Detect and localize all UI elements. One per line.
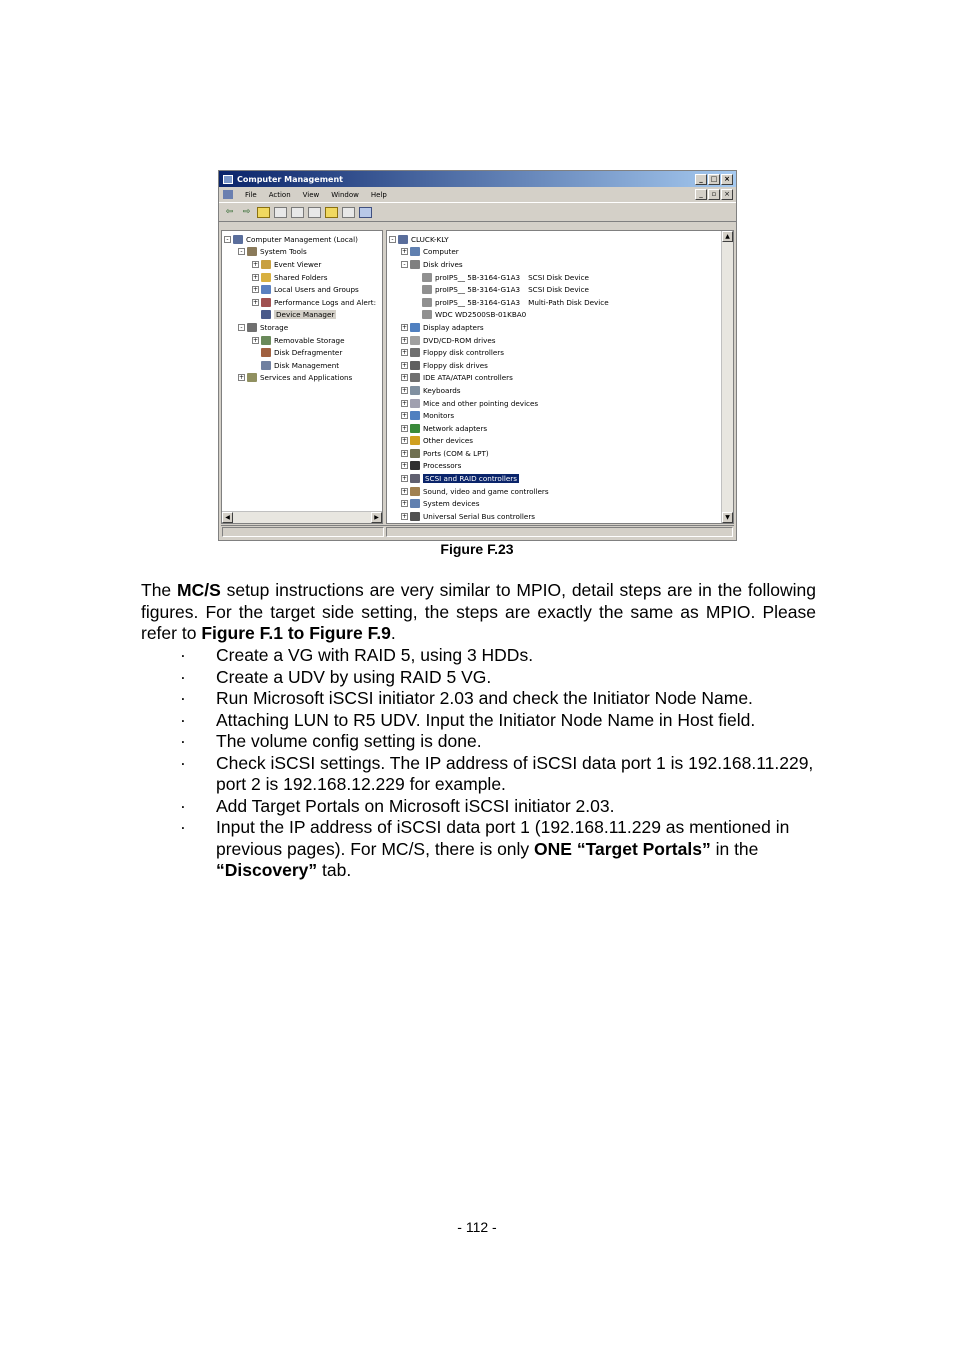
tree-item[interactable] [224,283,382,296]
menu-view[interactable]: View [302,190,320,199]
tree-item-label: Floppy disk controllers [423,348,504,358]
bullet-icon: · [180,817,186,837]
step-bold-target-portals: ONE “Target Portals” [534,838,711,859]
figure-caption: Figure F.23 [440,541,514,557]
tree-item-label: WDC WD2500SB-01KBA0 [435,310,527,320]
controller-icon [410,348,420,357]
tree-item-label: System devices [423,499,480,509]
bullet-icon: · [180,731,186,751]
tree-item[interactable] [389,409,733,422]
tree-item-label: Disk Management [274,360,340,370]
tree-item-label: Computer [423,247,459,257]
child-minimize-button[interactable]: _ [695,189,707,200]
tree-item[interactable] [389,485,733,498]
properties-icon[interactable] [291,207,304,218]
expand-icon[interactable]: + [402,386,408,394]
tree-item-label: Monitors [423,411,455,421]
console-tree-pane [221,230,383,524]
disk-management-icon [261,361,271,370]
list-item [141,753,821,796]
network-icon [410,424,420,433]
bullet-icon: · [180,709,186,730]
tree-item-label: Performance Logs and Alert: [274,297,377,307]
expand-icon[interactable]: + [402,323,408,331]
collapse-icon[interactable]: - [224,236,231,243]
tree-item[interactable] [224,309,382,322]
menu-action[interactable]: Action [268,190,291,199]
minimize-button[interactable]: _ [695,174,707,185]
menu-window[interactable]: Window [331,190,359,199]
tree-item-description: SCSI Disk Device [528,272,589,282]
collapse-icon[interactable]: - [401,261,408,268]
tree-item-label: Disk drives [423,259,463,269]
tree-item-label: Local Users and Groups [274,285,359,295]
expand-icon[interactable]: + [402,475,408,483]
maximize-button[interactable]: □ [708,174,720,185]
tree-item-label: Event Viewer [274,259,322,269]
print-icon[interactable] [308,207,321,218]
tree-item[interactable] [389,271,733,284]
steps-list [141,645,821,882]
tree-item[interactable] [224,296,382,309]
tree-item[interactable] [224,271,382,284]
tree-item-label: Computer Management (Local) [246,234,358,244]
monitor-icon [410,411,420,420]
tree-item[interactable] [224,359,382,372]
step-text: Input the IP address of iSCSI data port 1 (192.168.11.229 as mentioned in previous pages). For MC/S, there is only [216,817,790,859]
tree-item-label: Services and Applications [260,373,353,383]
step-text: Run Microsoft iSCSI initiator 2.03 and check the Initiator Node Name. [216,688,753,708]
tree-item[interactable] [224,246,382,259]
tree-item-label: Shared Folders [274,272,328,282]
floppy-icon [410,361,420,370]
expand-icon[interactable]: + [253,336,259,344]
help-icon[interactable] [325,207,338,218]
bullet-icon: · [180,666,186,687]
child-close-button[interactable]: × [721,189,733,200]
computer-icon [398,235,408,244]
child-restore-button[interactable]: ▫ [708,189,720,200]
collapse-icon[interactable]: - [238,324,245,331]
bullet-icon: · [180,688,186,708]
tree-item[interactable] [389,283,733,296]
bullet-icon: · [180,752,186,773]
para-text: The [141,580,177,600]
expand-icon[interactable]: + [402,512,408,520]
keyboard-icon [410,386,420,395]
step-text: The volume config setting is done. [216,731,482,751]
removable-storage-icon [261,336,271,345]
tree-item-label: SCSI and RAID controllers [425,474,517,484]
expand-icon[interactable]: + [402,248,408,256]
close-button[interactable]: × [721,174,733,185]
tree-item[interactable] [389,233,733,246]
tree-item[interactable] [389,321,733,334]
tree-item[interactable] [389,510,733,523]
list-item [141,645,821,667]
scroll-down-arrow-icon[interactable]: ▼ [722,512,733,523]
tree-item[interactable] [389,397,733,410]
performance-icon [261,298,271,307]
tree-item[interactable] [389,460,733,473]
tree-item-label: Processors [423,461,462,471]
tree-item[interactable] [389,435,733,448]
disk-icon [422,310,432,319]
services-icon [247,373,257,382]
step-text: Create a UDV by using RAID 5 VG. [216,666,492,687]
tree-item-label: Disk Defragmenter [274,348,343,358]
tree-item[interactable] [224,233,382,246]
event-viewer-icon [261,260,271,269]
tree-item[interactable] [389,472,733,485]
tree-item-label: Keyboards [423,385,461,395]
expand-icon[interactable]: + [402,500,408,508]
tree-item[interactable] [389,246,733,259]
display-icon [410,323,420,332]
menu-help[interactable]: Help [370,190,387,199]
tree-item-label: Mice and other pointing devices [423,398,539,408]
view-icon[interactable] [342,207,355,218]
expand-icon[interactable]: + [402,374,408,382]
back-arrow-icon[interactable]: ⇦ [225,206,234,217]
show-hide-tree-icon[interactable] [274,207,287,218]
step-text: tab. [317,860,352,880]
tree-item-label: DVD/CD-ROM drives [423,335,496,345]
expand-icon[interactable]: + [402,361,408,369]
system-devices-icon [410,499,420,508]
tree-item-label: proIPS__ 5B-3164-G1A3 [435,297,521,307]
controller-icon [410,373,420,382]
step-text: Attaching LUN to R5 UDV. Input the Initiator Node Name in Host field. [216,709,756,730]
tree-item-label: CLUCK-KLY [411,234,449,244]
disk-drive-icon [410,260,420,269]
step-text: in the [710,838,759,859]
up-folder-icon[interactable] [257,207,270,218]
window-title: Computer Management [237,174,343,184]
tree-item-label: Other devices [423,436,474,446]
disk-icon [422,285,432,294]
bullet-icon: · [180,795,186,816]
tools-icon [247,247,257,256]
expand-icon[interactable]: + [402,412,408,420]
expand-icon[interactable]: + [402,437,408,445]
expand-icon[interactable]: + [402,424,408,432]
para-bold-mcs: MC/S [177,580,221,600]
tree-item-label: Device Manager [276,310,335,320]
step-bold-discovery: “Discovery” [216,860,318,880]
expand-icon[interactable]: + [402,487,408,495]
collapse-icon[interactable]: - [238,248,245,255]
tree-item-label: Universal Serial Bus controllers [423,511,536,521]
expand-icon[interactable]: + [253,273,259,281]
tree-item-label: Removable Storage [274,335,345,345]
status-bar [221,525,734,538]
menu-bar [219,187,736,202]
disk-icon [422,273,432,282]
tree-item[interactable] [389,309,733,322]
forward-arrow-icon[interactable]: ⇨ [242,206,251,217]
disk-icon [422,298,432,307]
tree-item[interactable] [224,321,382,334]
list-item [141,667,821,689]
para-bold-figure-ref: Figure F.1 to Figure F.9 [201,623,391,643]
tree-item[interactable] [389,346,733,359]
storage-icon [247,323,257,332]
tree-item[interactable] [389,359,733,372]
page-number: - 112 - [457,1219,497,1235]
tree-item[interactable] [389,334,733,347]
step-text: Add Target Portals on Microsoft iSCSI initiator 2.03. [216,795,615,816]
menu-file[interactable]: File [245,190,257,199]
scsi-icon [410,474,420,483]
tree-item[interactable] [389,296,733,309]
toolbar [219,202,736,222]
tree-item[interactable] [224,346,382,359]
users-icon [261,285,271,294]
computer-icon [410,247,420,256]
tree-item[interactable] [224,334,382,347]
other-devices-icon [410,436,420,445]
tree-item-description: SCSI Disk Device [528,285,589,295]
expand-icon[interactable]: + [239,374,245,382]
tree-item[interactable] [389,372,733,385]
console-icon[interactable] [223,190,233,199]
scroll-up-arrow-icon[interactable]: ▲ [722,231,733,242]
tree-item-label: Ports (COM & LPT) [423,448,489,458]
tree-item[interactable] [389,422,733,435]
computer-management-window [218,170,737,541]
vertical-scrollbar[interactable] [721,231,733,523]
expand-icon[interactable]: + [402,336,408,344]
tree-item[interactable] [389,384,733,397]
usb-icon [410,512,420,521]
tree-item-label: IDE ATA/ATAPI controllers [423,373,513,383]
list-item [141,731,821,753]
tree-item-label: proIPS__ 5B-3164-G1A3 [435,272,521,282]
expand-icon[interactable]: + [402,349,408,357]
computer-management-icon [233,235,243,244]
app-icon [223,175,233,184]
scan-hardware-icon[interactable] [359,207,372,218]
step-text: Create a VG with RAID 5, using 3 HDDs. [216,645,534,665]
title-bar [219,171,736,187]
tree-item-label: Storage [260,322,289,332]
para-text: . [390,623,396,643]
intro-paragraph [141,580,816,645]
tree-item-label: Network adapters [423,423,488,433]
defrag-icon [261,348,271,357]
cdrom-icon [410,336,420,345]
expand-icon[interactable]: + [253,286,259,294]
tree-item-label: Sound, video and game controllers [423,486,549,496]
device-tree-pane [386,230,734,524]
tree-item[interactable] [224,372,382,385]
tree-item-label: proIPS__ 5B-3164-G1A3 [435,285,521,295]
para-text: setup instructions are very similar to MPIO, detail steps are in the following figures. For the target side setting, the steps are exactly the same as MPIO. Please refer to [141,580,816,643]
device-manager-icon [261,310,271,319]
tree-item-description: Multi-Path Disk Device [528,297,609,307]
tree-item[interactable] [389,447,733,460]
sound-icon [410,487,420,496]
tree-item-label: Display adapters [423,322,484,332]
list-item [141,710,821,732]
tree-item[interactable] [224,258,382,271]
list-item [141,796,821,818]
list-item [141,817,821,882]
tree-item[interactable] [389,497,733,510]
expand-icon[interactable]: + [253,260,259,268]
horizontal-scrollbar[interactable] [222,511,382,523]
tree-item[interactable] [389,258,733,271]
expand-icon[interactable]: + [253,298,259,306]
expand-icon[interactable]: + [402,399,408,407]
shared-folders-icon [261,273,271,282]
port-icon [410,449,420,458]
scroll-right-arrow-icon[interactable]: ▶ [371,512,382,523]
processor-icon [410,461,420,470]
expand-icon[interactable]: + [402,462,408,470]
collapse-icon[interactable]: - [389,236,396,243]
bullet-icon: · [180,645,186,665]
mouse-icon [410,399,420,408]
step-text: Check iSCSI settings. The IP address of iSCSI data port 1 is 192.168.11.229, port 2 is 192.168.12.229 for example. [216,752,814,794]
list-item [141,688,821,710]
scroll-left-arrow-icon[interactable]: ◀ [222,512,233,523]
tree-item-label: Floppy disk drives [423,360,488,370]
tree-item-label: System Tools [260,247,307,257]
expand-icon[interactable]: + [402,449,408,457]
